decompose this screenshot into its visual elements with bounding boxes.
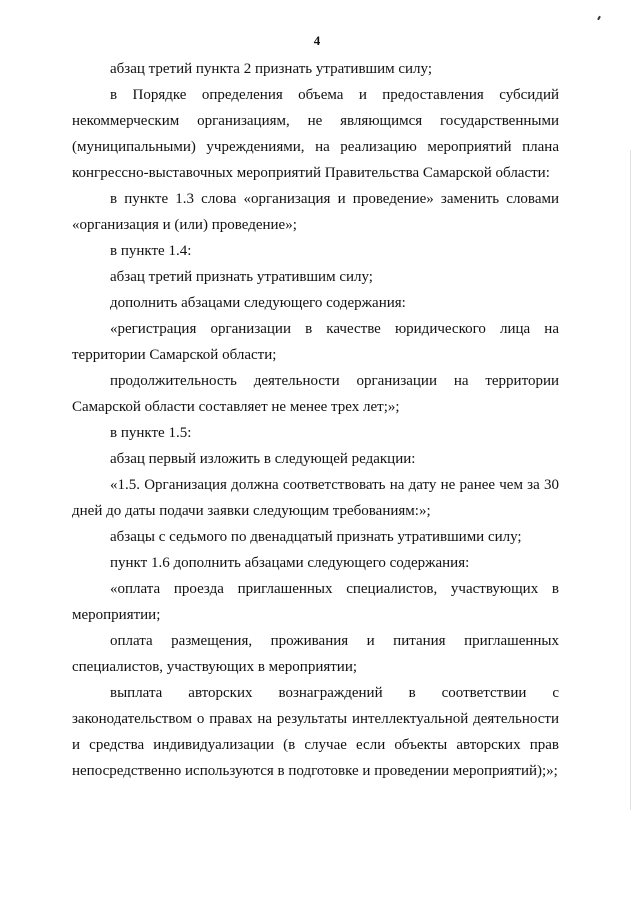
scan-edge-line <box>630 150 631 810</box>
paragraph: «регистрация организации в качестве юридического лица на территории Самарской области; <box>72 321 559 363</box>
paragraph: выплата авторских вознаграждений в соответствии с законодательством о правах на результаты интеллектуальной деятельности и средства индивидуализации (в случае если объекты авторских прав непосредственно используются в подготовке и проведении мероприятий);»; <box>72 685 559 779</box>
paragraph: абзац третий признать утратившим силу; <box>110 269 373 285</box>
paragraph: пункт 1.6 дополнить абзацами следующего содержания: <box>110 555 470 571</box>
paragraph: абзац третий пункта 2 признать утратившим силу; <box>110 61 433 77</box>
paragraph: в Порядке определения объема и предоставления субсидий некоммерческим организациям, не являющимся государственными (муниципальными) учреждениями, на реализацию мероприятий плана конгрессно-выставочных мероприятий Правительства Самарской области: <box>72 87 559 181</box>
document-body <box>72 56 559 784</box>
paragraph: продолжительность деятельности организации на территории Самарской области составляет не менее трех лет;»; <box>72 373 559 415</box>
paragraph: абзацы с седьмого по двенадцатый признать утратившими силу; <box>110 529 522 545</box>
paragraph: в пункте 1.4: <box>110 243 192 259</box>
paragraph: «оплата проезда приглашенных специалистов, участвующих в мероприятии; <box>72 581 559 623</box>
paragraph: абзац первый изложить в следующей редакции: <box>110 451 416 467</box>
paragraph: дополнить абзацами следующего содержания: <box>110 295 406 311</box>
paragraph: «1.5. Организация должна соответствовать на дату не ранее чем за 30 дней до даты подачи заявки следующим требованиям:»; <box>72 477 559 519</box>
page-number: 4 <box>313 33 321 48</box>
paragraph: в пункте 1.5: <box>110 425 192 441</box>
paragraph: оплата размещения, проживания и питания приглашенных специалистов, участвующих в мероприятии; <box>72 633 559 675</box>
paragraph: в пункте 1.3 слова «организация и проведение» заменить словами «организация и (или) проведение»; <box>72 191 559 233</box>
scan-speck <box>597 16 601 20</box>
